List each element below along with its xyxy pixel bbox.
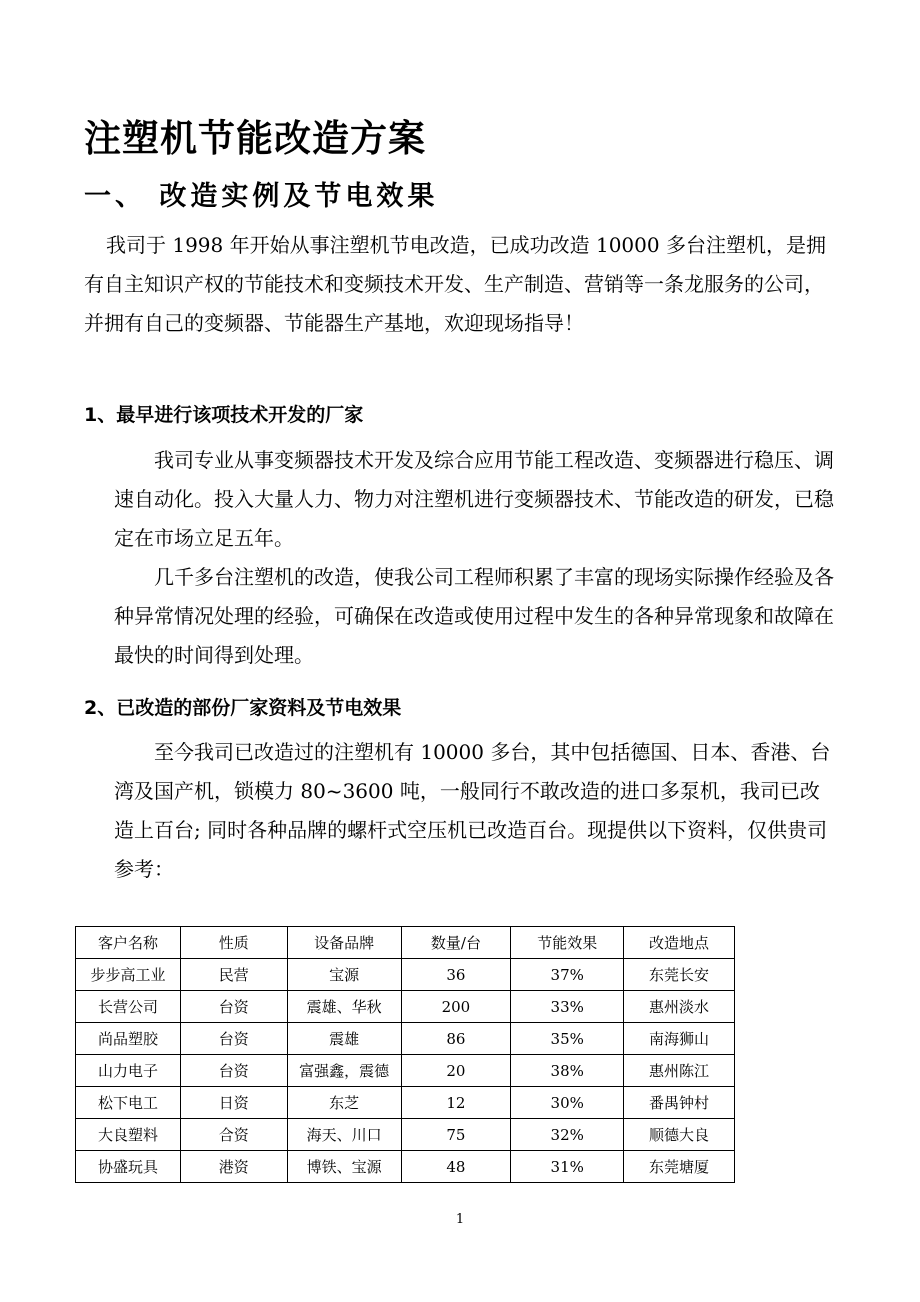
table-cell: 协盛玩具 — [76, 1151, 181, 1183]
table-cell: 长营公司 — [76, 991, 181, 1023]
table-cell: 宝源 — [287, 959, 401, 991]
subsection-heading-2: 2、已改造的部份厂家资料及节电效果 — [84, 697, 402, 719]
table-cell: 步步高工业 — [76, 959, 181, 991]
table-cell: 37% — [511, 959, 624, 991]
table-cell: 东莞长安 — [624, 959, 735, 991]
table-cell: 33% — [511, 991, 624, 1023]
page-number: 1 — [455, 1212, 465, 1227]
table-cell: 大良塑料 — [76, 1119, 181, 1151]
table-cell: 惠州淡水 — [624, 991, 735, 1023]
table-cell: 震雄、华秋 — [287, 991, 401, 1023]
table-cell: 75 — [401, 1119, 511, 1151]
table-cell: 海天、川口 — [287, 1119, 401, 1151]
table-cell: 35% — [511, 1023, 624, 1055]
table-row — [76, 1151, 735, 1183]
table-row — [76, 1087, 735, 1119]
table-cell: 山力电子 — [76, 1055, 181, 1087]
body-paragraph: 至今我司已改造过的注塑机有 10000 多台，其中包括德国、日本、香港、台湾及国产机，锁模力 80~3600 吨，一般同行不敢改造的进口多泵机，我司已改造上百台; 同时各种品牌的螺杆式空压机已改造百台。现提供以下资料，仅供贵司参考： — [114, 740, 831, 881]
table-header-row — [76, 927, 735, 959]
table-cell: 台资 — [180, 991, 287, 1023]
table-cell: 38% — [511, 1055, 624, 1087]
subsection-heading-1: 1、最早进行该项技术开发的厂家 — [84, 404, 364, 426]
table-cell: 32% — [511, 1119, 624, 1151]
table-row — [76, 1119, 735, 1151]
column-header: 性质 — [180, 927, 287, 959]
table-cell: 惠州陈江 — [624, 1055, 735, 1087]
table-cell: 东芝 — [287, 1087, 401, 1119]
table-cell: 博铁、宝源 — [287, 1151, 401, 1183]
table-cell: 富强鑫，震德 — [287, 1055, 401, 1087]
table-row — [76, 1055, 735, 1087]
document-title: 注塑机节能改造方案 — [84, 116, 426, 160]
table-row — [76, 1023, 735, 1055]
table-cell: 台资 — [180, 1023, 287, 1055]
table-cell: 20 — [401, 1055, 511, 1087]
table-cell: 12 — [401, 1087, 511, 1119]
column-header: 节能效果 — [511, 927, 624, 959]
table-cell: 尚品塑胶 — [76, 1023, 181, 1055]
table-cell: 港资 — [180, 1151, 287, 1183]
table-cell: 民营 — [180, 959, 287, 991]
column-header: 数量/台 — [401, 927, 511, 959]
table-cell: 顺德大良 — [624, 1119, 735, 1151]
table-cell: 东莞塘厦 — [624, 1151, 735, 1183]
table-cell: 南海狮山 — [624, 1023, 735, 1055]
table-cell: 番禺钟村 — [624, 1087, 735, 1119]
table-cell: 日资 — [180, 1087, 287, 1119]
column-header: 设备品牌 — [287, 927, 401, 959]
table-row — [76, 991, 735, 1023]
table-cell: 36 — [401, 959, 511, 991]
table-cell: 合资 — [180, 1119, 287, 1151]
table-cell: 48 — [401, 1151, 511, 1183]
table-row — [76, 959, 735, 991]
body-paragraph: 我司专业从事变频器技术开发及综合应用节能工程改造、变频器进行稳压、调速自动化。投入大量人力、物力对注塑机进行变频器技术、节能改造的研发，已稳定在市场立足五年。 — [114, 448, 834, 550]
table-cell: 86 — [401, 1023, 511, 1055]
intro-paragraph: 我司于 1998 年开始从事注塑机节电改造，已成功改造 10000 多台注塑机，是拥有自主知识产权的节能技术和变频技术开发、生产制造、营销等一条龙服务的公司，并拥有自己的变频器、节能器生产基地，欢迎现场指导！ — [84, 233, 826, 335]
table-cell: 松下电工 — [76, 1087, 181, 1119]
customer-table — [75, 926, 735, 1183]
table-cell: 30% — [511, 1087, 624, 1119]
table-cell: 震雄 — [287, 1023, 401, 1055]
column-header: 改造地点 — [624, 927, 735, 959]
section-heading: 一、 改造实例及节电效果 — [84, 181, 439, 212]
body-paragraph: 几千多台注塑机的改造，使我公司工程师积累了丰富的现场实际操作经验及各种异常情况处理的经验，可确保在改造或使用过程中发生的各种异常现象和故障在最快的时间得到处理。 — [114, 565, 834, 667]
table-cell: 31% — [511, 1151, 624, 1183]
table-cell: 200 — [401, 991, 511, 1023]
table-cell: 台资 — [180, 1055, 287, 1087]
column-header: 客户名称 — [76, 927, 181, 959]
